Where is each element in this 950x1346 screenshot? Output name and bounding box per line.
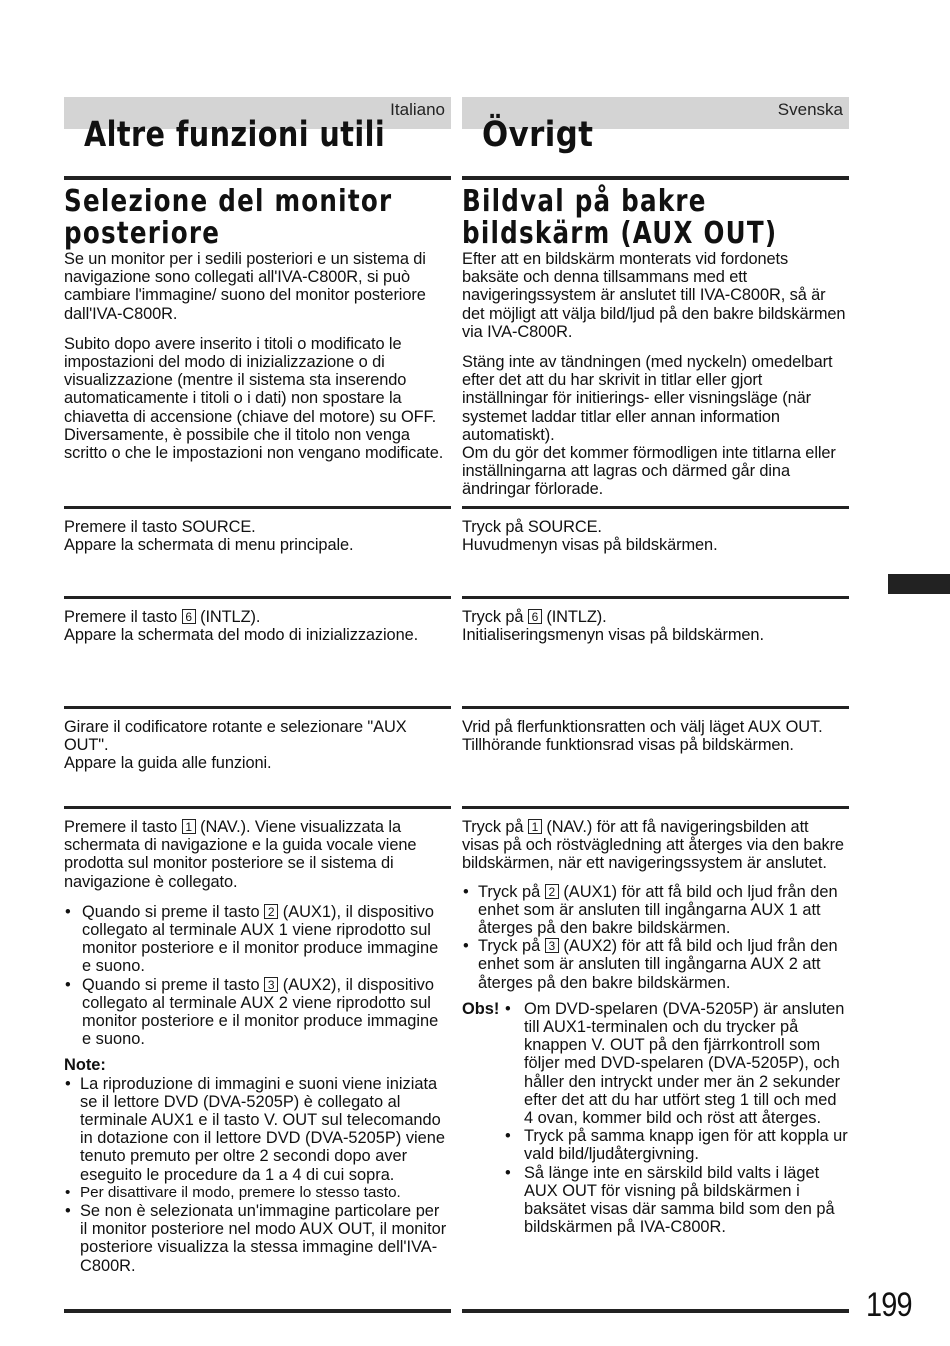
key-3-icon: 3 (264, 977, 278, 992)
italian-steps (64, 506, 451, 1306)
italian-banner (64, 97, 451, 179)
note-item: • Om DVD-spelaren (DVA-5205P) är ansluten till AUX1-terminalen och du trycker på knappen V. OUT på den fjärrkontroll som följer med DVD-spelaren (DVA-5205P), och håller den intryckt under mer än 2 sekunder efter det att du har utfört steg 1 till och med 4 ovan, kommer bild och röst att återges. (504, 1000, 849, 1127)
section-title: Bildval på bakre bildskärm (AUX OUT) (462, 184, 778, 251)
key-3-icon: 3 (545, 938, 559, 953)
note-item: • La riproduzione di immagini e suoni viene iniziata se il lettore DVD (DVA-5205P) è collegato al terminale AUX1 e il tasto V. OUT sul telecomando in dotazione con il lettore DVD (DVA-5205P) viene tenuto premuto per oltre 2 secondi dopo aver eseguito le procedure da 1 a 4 di cui sopra. (64, 1075, 451, 1184)
bottom-rule-left (64, 1309, 451, 1313)
note-item: • Per disattivare il modo, premere lo stesso tasto. (64, 1184, 451, 1202)
step-2: Tryck på 6 (INTLZ). Initialiseringsmenyn visas på bildskärmen. (462, 596, 849, 644)
key-1-icon: 1 (182, 819, 196, 834)
language-label: Svenska (777, 100, 843, 119)
obs-label: Obs! (462, 999, 500, 1018)
page-number: 199 (866, 1286, 912, 1324)
caution-paragraph-2: Diversamente, è possibile che il titolo non venga scritto o che le impostazioni non vengano modificate. (64, 425, 444, 463)
list-item: • Quando si preme il tasto 3 (AUX2), il dispositivo collegato al terminale AUX 2 viene riprodotto sul monitor posteriore e il monitor produce immagine e suono. (64, 976, 451, 1049)
chapter-title: Övrigt (482, 115, 594, 155)
title-rule (64, 176, 451, 180)
swedish-banner (462, 97, 849, 179)
chapter-title: Altre funzioni utili (84, 115, 386, 155)
title-rule (462, 176, 849, 180)
caution-paragraph-2: Om du gör det kommer förmodligen inte titlarna eller inställningarna att lagras och därmed går dina ändringar förlorade. (462, 444, 836, 499)
bottom-rule-right (462, 1309, 849, 1313)
key-6-icon: 6 (528, 609, 542, 624)
intro-paragraph: Se un monitor per i sedili posteriori e un sistema di navigazione sono collegati all'IVA-C800R, si può cambiare l'immagine/ suono del monitor posteriore dall'IVA-C800R. (64, 250, 426, 323)
list-item: • Tryck på 2 (AUX1) för att få bild och ljud från den enhet som är ansluten till ingångarna AUX 1 att återges på den bakre bildskärmen. (462, 883, 849, 938)
step-3: Vrid på flerfunktionsratten och välj läget AUX OUT. Tillhörande funktionsrad visas på bildskärmen. (462, 706, 849, 754)
note-item: • Tryck på samma knapp igen för att koppla ur vald bild/ljudåtergivning. (504, 1127, 849, 1163)
note-label: Note: (64, 1056, 106, 1075)
italian-column (64, 97, 451, 462)
section-thumb-tab (888, 574, 950, 594)
step-4: Tryck på 1 (NAV.) för att få navigeringsbilden att visas på och röstvägledning att återges via den bakre bildskärmen, när ett navigeringssystem är anslutet. • Tryck på 2 (AUX1) för att få bild och ljud från den enhet som är ansluten till ingångarna AUX 1 att återges på den bakre bildskärmen. • Tryck på 3 (AUX2) för att få bild och ljud från den enhet som är ansluten till ingångarna AUX 2 att återges på den bakre bildskärmen. Obs! • Om DVD-spelaren (DVA-5205P) är ansluten till AUX1-terminalen och du trycker på knappen V. OUT på den fjärrkontroll som följer med DVD-spelaren (DVA-5205P), och håller den intryckt under mer än 2 sekunder efter det att du har utfört steg 1 till och med 4 ovan, kommer bild och röst att återges. • Tryck på samma knapp igen för att koppla ur vald bild/ljudåtergivning. • Så länge inte en särskild bild valts i läget AUX OUT för visning på bildskärmen i baksätet visas där samma bild som den på bildskärmen på IVA-C800R. (462, 806, 849, 1236)
section-title: Selezione del monitor posteriore (64, 184, 393, 251)
list-item: • Quando si preme il tasto 2 (AUX1), il dispositivo collegato al terminale AUX 1 viene riprodotto sul monitor posteriore e il monitor produce immagine e suono. (64, 903, 451, 976)
step-3: Girare il codificatore rotante e selezionare "AUX OUT". Appare la guida alle funzioni. (64, 706, 451, 773)
step-2: Premere il tasto 6 (INTLZ). Appare la schermata del modo di inizializzazione. (64, 596, 451, 644)
caution-paragraph: Stäng inte av tändningen (med nyckeln) omedelbart efter det att du har skrivit in titlar eller gjort inställningar för initierings- eller visningsläge (när systemet laddar titlar eller annan information automatiskt). (462, 353, 833, 444)
note-item: • Så länge inte en särskild bild valts i läget AUX OUT för visning på bildskärmen i baksätet visas där samma bild som den på bildskärmen på IVA-C800R. (504, 1164, 849, 1237)
note-item: • Se non è selezionata un'immagine particolare per il monitor posteriore nel modo AUX OUT, il monitor posteriore visualizza la stessa immagine dell'IVA-C800R. (64, 1202, 451, 1275)
swedish-steps (462, 506, 849, 1306)
step-1: Tryck på SOURCE. Huvudmenyn visas på bildskärmen. (462, 506, 849, 554)
caution-paragraph: Subito dopo avere inserito i titoli o modificato le impostazioni del modo di inizializzazione o di visualizzazione (mentre il sistema sta inserendo automaticamente i titoli o i dati) non spostare la chiavetta di accensione (chiave del motore) su OFF. (64, 334, 437, 426)
key-2-icon: 2 (545, 884, 559, 899)
list-item: • Tryck på 3 (AUX2) för att få bild och ljud från den enhet som är ansluten till ingångarna AUX 2 att återges på den bakre bildskärmen. (462, 937, 849, 992)
obs-note (462, 1000, 849, 1237)
key-1-icon: 1 (528, 819, 542, 834)
key-6-icon: 6 (182, 609, 196, 624)
intro-paragraph: Efter att en bildskärm monterats vid fordonets baksäte och denna tillsammans med ett navigeringssystem är anslutet till IVA-C800R, så är det möjligt att välja bild/ljud på den bakre bildskärmen via IVA-C800R. (462, 250, 846, 341)
key-2-icon: 2 (264, 904, 278, 919)
step-4: Premere il tasto 1 (NAV.). Viene visualizzata la schermata di navigazione e la guida vocale viene prodotta sul monitor posteriore se il sistema di navigazione è collegato. • Quando si preme il tasto 2 (AUX1), il dispositivo collegato al terminale AUX 1 viene riprodotto sul monitor posteriore e il monitor produce immagine e suono. • Quando si preme il tasto 3 (AUX2), il dispositivo collegato al terminale AUX 2 viene riprodotto sul monitor posteriore e il monitor produce immagine e suono. Note: • La riproduzione di immagini e suoni viene iniziata se il lettore DVD (DVA-5205P) è collegato al terminale AUX1 e il tasto V. OUT sul telecomando in dotazione con il lettore DVD (DVA-5205P) viene tenuto premuto per oltre 2 secondi dopo aver eseguito le procedure da 1 a 4 di cui sopra. • Per disattivare il modo, premere lo stesso tasto. • Se non è selezionata un'immagine particolare per il monitor posteriore nel modo AUX OUT, il monitor posteriore visualizza la stessa immagine dell'IVA-C800R. (64, 806, 451, 1275)
step-1: Premere il tasto SOURCE. Appare la schermata di menu principale. (64, 506, 451, 554)
swedish-column (462, 97, 849, 499)
language-label: Italiano (390, 100, 445, 119)
